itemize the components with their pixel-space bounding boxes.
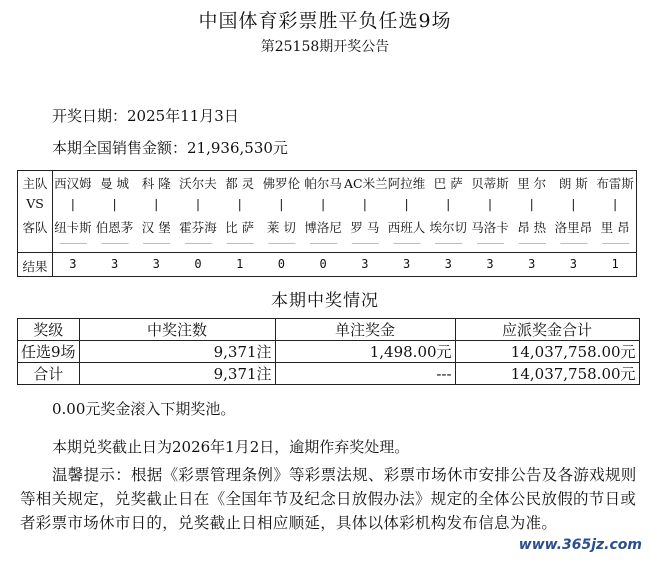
separator-dash: ———: [351, 238, 379, 249]
match-result: 0: [277, 257, 286, 271]
match-column: [135, 171, 177, 276]
separator-dash: ———: [101, 238, 129, 249]
home-team: 西汉姆: [54, 176, 92, 191]
match-result: 3: [152, 257, 160, 271]
prize-header-row: [18, 319, 640, 341]
away-team: 洛里昂: [554, 220, 593, 235]
separator-dash: ———: [434, 238, 462, 249]
away-team: 罗 马: [350, 220, 380, 235]
page-title: 中国体育彩票胜平负任选9场: [198, 10, 452, 32]
vs-mark: |: [571, 196, 576, 211]
separator-dash: ———: [267, 238, 295, 249]
separator-dash: ———: [184, 238, 212, 249]
match-column: [219, 171, 261, 276]
vs-mark: |: [237, 196, 242, 211]
match-result: 3: [402, 257, 411, 271]
separator-dash: ———: [309, 238, 337, 249]
prize-table: [17, 318, 640, 385]
home-team: 巴 萨: [433, 176, 463, 191]
vs-mark: |: [529, 196, 534, 211]
sales-line: [52, 137, 288, 158]
separator-dash: ———: [142, 238, 170, 249]
away-team: 昂 热: [517, 220, 547, 235]
watermark: www.365jz.com: [518, 537, 642, 553]
draw-date-line: [52, 105, 239, 126]
match-column: [261, 171, 303, 276]
header-level: 奖级: [18, 319, 80, 341]
row-count: 9,371注: [79, 341, 275, 363]
match-result: 3: [444, 257, 452, 271]
away-label: 客队: [22, 220, 48, 235]
match-result: 0: [319, 257, 327, 271]
separator-dash: ———: [59, 238, 87, 249]
home-team: 阿拉维: [387, 176, 426, 191]
vs-mark: |: [70, 196, 75, 211]
vs-mark: |: [446, 196, 451, 211]
match-result: 3: [361, 257, 369, 271]
vs-mark: |: [362, 196, 367, 211]
match-column: [177, 171, 219, 276]
result-label: 结果: [22, 259, 48, 274]
issue-subtitle: 第25158期开奖公告: [260, 39, 390, 55]
match-column: [386, 171, 428, 276]
match-column: [553, 171, 595, 276]
match-result: 3: [110, 257, 119, 271]
table-row: [18, 341, 640, 363]
match-column: [594, 171, 636, 276]
match-column: [427, 171, 469, 276]
away-team: 里 昂: [600, 220, 630, 235]
vs-mark: |: [404, 196, 409, 211]
draw-date-value: 2025年11月3日: [127, 107, 239, 125]
match-header-column: [18, 171, 52, 276]
deadline-text: 本期兑奖截止日为2026年1月2日，逾期作弃奖处理。: [52, 438, 410, 456]
separator-dash: ———: [226, 238, 254, 249]
home-team: 曼 城: [100, 176, 130, 191]
away-team: 汉 堡: [141, 220, 171, 235]
vs-mark: |: [112, 196, 117, 211]
match-result: 3: [569, 257, 578, 271]
match-result: 1: [236, 257, 244, 271]
row-prize: 1,498.00元: [275, 341, 455, 363]
vs-mark: |: [195, 196, 201, 211]
home-team: 佛罗伦: [262, 176, 301, 191]
match-column: [52, 171, 94, 276]
separator-dash: ———: [393, 238, 421, 249]
separator-dash: ———: [476, 238, 504, 249]
match-column: [511, 171, 553, 276]
draw-date-label: 开奖日期：: [52, 107, 128, 125]
sales-amount: 21,936,530元: [187, 139, 288, 157]
row-total: 14,037,758.00元: [455, 341, 639, 363]
match-result: 3: [69, 257, 77, 271]
separator-dash: ———: [601, 238, 629, 249]
row-level: 合计: [18, 363, 80, 385]
vs-mark: |: [487, 196, 493, 211]
home-team: 里 尔: [517, 176, 547, 191]
vs-mark: |: [279, 196, 284, 211]
home-team: 沃尔夫: [179, 176, 217, 191]
header-total: 应派奖金合计: [455, 319, 639, 341]
away-team: 纽卡斯: [54, 220, 92, 235]
header-count: 中奖注数: [79, 319, 275, 341]
match-table: [17, 170, 637, 277]
match-result: 1: [611, 257, 619, 271]
home-team: 帕尔马: [304, 176, 342, 191]
away-team: 比 萨: [225, 220, 255, 235]
sales-label: 本期全国销售金额：: [52, 139, 188, 157]
home-label: 主队: [22, 176, 48, 191]
vs-label: VS: [26, 196, 44, 211]
separator-dash: ———: [559, 238, 587, 249]
match-column: [344, 171, 386, 276]
home-team: 布雷斯: [596, 176, 634, 191]
prize-section-title: 本期中奖情况: [271, 291, 379, 311]
row-total: 14,037,758.00元: [455, 363, 639, 385]
away-team: 马洛卡: [471, 220, 509, 235]
home-team: 朗 斯: [558, 176, 588, 191]
match-column: [302, 171, 344, 276]
header-prize: 单注奖金: [275, 319, 455, 341]
row-prize: ---: [275, 363, 455, 385]
vs-mark: |: [154, 196, 159, 211]
away-team: 霍芬海: [179, 220, 217, 235]
match-result: 3: [528, 257, 536, 271]
match-result: 3: [486, 257, 494, 271]
row-level: 任选9场: [18, 341, 80, 363]
home-team: 贝蒂斯: [471, 176, 509, 191]
notice-paragraph: 温馨提示：根据《彩票管理条例》等彩票法规、彩票市场休市安排公告及各游戏规则等相关规定，兑奖截止日在《全国年节及纪念日放假办法》规定的全体公民放假的节日或者彩票市场休市日的，兑奖截止日相应顺延，具体以体彩机构发布信息为准。: [20, 466, 637, 532]
home-team: 都 灵: [225, 176, 255, 191]
away-team: 西班人: [387, 220, 426, 235]
home-team: 科 隆: [141, 176, 171, 191]
away-team: 伯恩茅: [95, 220, 134, 235]
away-team: 埃尔切: [429, 220, 468, 235]
row-count: 9,371注: [79, 363, 275, 385]
match-result: 0: [194, 257, 202, 271]
vs-mark: |: [613, 196, 618, 211]
table-row: [18, 363, 640, 385]
away-team: 博洛尼: [304, 220, 342, 235]
separator-dash: ———: [518, 238, 546, 249]
match-column: [469, 171, 511, 276]
away-team: 莱 切: [266, 220, 296, 235]
rollover-text: 0.00元奖金滚入下期奖池。: [52, 400, 236, 418]
home-team: AC米兰: [344, 176, 388, 191]
vs-mark: |: [321, 196, 326, 211]
match-column: [94, 171, 136, 276]
